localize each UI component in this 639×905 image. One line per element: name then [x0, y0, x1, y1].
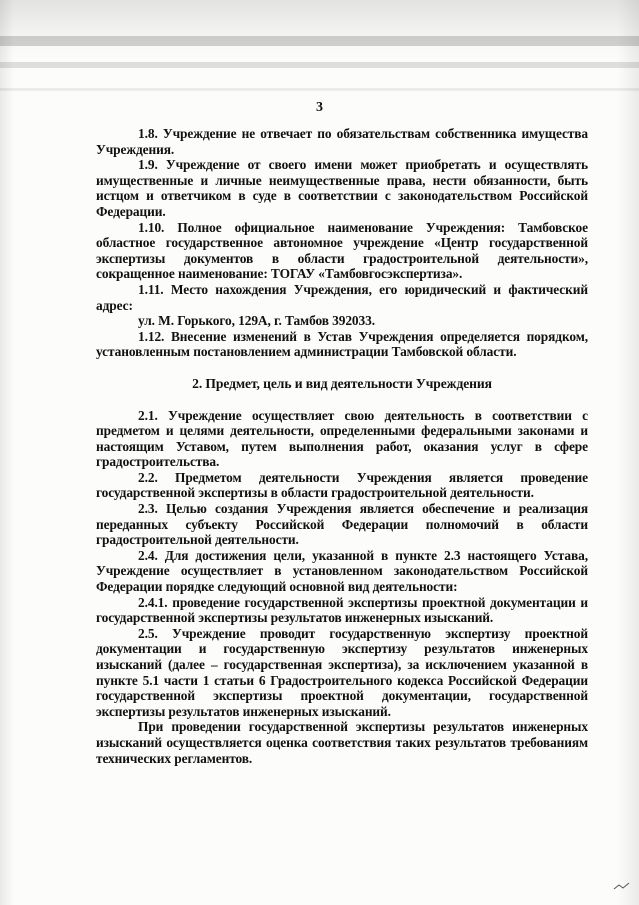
paragraph-2-4: 2.4. Для достижения цели, указанной в пункте 2.3 настоящего Устава, Учреждение осуществляет в установленном законодательством Российской Федерации порядке следующий основной вид деятельности: [96, 547, 588, 595]
paragraph-2-5: 2.5. Учреждение проводит государственную экспертизу проектной документации и государственную экспертизу результатов инженерных изысканий (далее – государственная экспертиза), за исключением указанной в пункте 5.1 части 1 статьи 6 Градостроительного кодекса Российской Федерации государственной экспертизы проектной документации, государственной экспертизы результатов инженерных изысканий. [96, 625, 588, 719]
paragraph-1-10: 1.10. Полное официальное наименование Учреждения: Тамбовское областное государственное автономное учреждение «Центр государственной экспертизы документов в области градостроительной деятельности», сокращенное наименование: ТОГАУ «Тамбовгосэкспертиза». [96, 219, 588, 282]
scan-artifact-band [0, 36, 639, 46]
paragraph-2-1: 2.1. Учреждение осуществляет свою деятельность в соответствии с предметом и целями деятельности, определенными федеральными законами и настоящим Уставом, путем выполнения работ, оказания услуг в сфере градостроительства. [96, 407, 588, 470]
paragraph-1-9: 1.9. Учреждение от своего имени может приобретать и осуществлять имущественные и личные неимущественные права, нести обязанности, быть истцом и ответчиком в суде в соответствии с законодательством Российской Федерации. [96, 157, 588, 219]
paragraph-1-12: 1.12. Внесение изменений в Устав Учреждения определяется порядком, установленным постановлением администрации Тамбовской области. [96, 328, 588, 360]
paragraph-2-2: 2.2. Предметом деятельности Учреждения является проведение государственной экспертизы в области градостроительной деятельности. [96, 469, 588, 501]
scan-artifact-band [0, 88, 639, 91]
address-line: ул. М. Горького, 129А, г. Тамбов 392033. [138, 313, 375, 329]
paragraph-2-4-1: 2.4.1. проведение государственной экспертизы проектной документации и государственной экспертизы результатов инженерных изысканий. [96, 594, 588, 626]
paragraph-inspection-note: При проведении государственной экспертизы результатов инженерных изысканий осуществляется оценка соответствия таких результатов требованиям технических регламентов. [96, 719, 588, 766]
scan-artifact-band [0, 62, 639, 68]
scan-mark-icon [613, 881, 631, 891]
paragraph-2-3: 2.3. Целью создания Учреждения является обеспечение и реализация переданных субъекту Российской Федерации полномочий в области градостроительной деятельности. [96, 501, 588, 548]
paragraph-1-11: 1.11. Место нахождения Учреждения, его юридический и фактический адрес: [96, 281, 588, 313]
scan-shadow-right [617, 0, 639, 905]
page-number: 3 [316, 100, 323, 115]
paragraph-1-8: 1.8. Учреждение не отвечает по обязательствам собственника имущества Учреждения. [96, 126, 588, 157]
section-heading: 2. Предмет, цель и вид деятельности Учреждения [192, 375, 492, 391]
scan-shadow-top [0, 0, 639, 60]
document-body [96, 126, 588, 766]
scan-shadow-left [0, 0, 14, 905]
